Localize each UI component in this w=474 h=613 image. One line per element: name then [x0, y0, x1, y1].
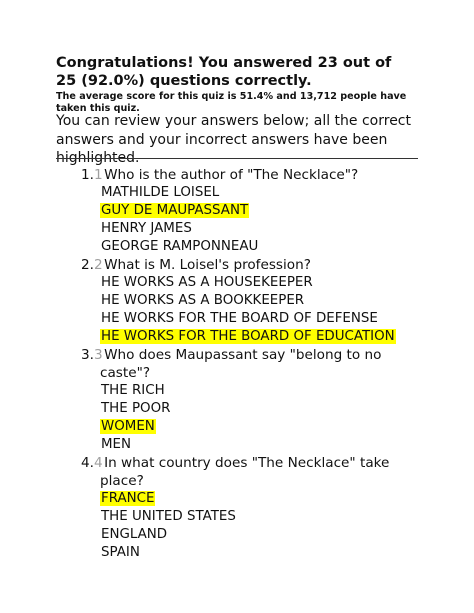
question-item	[81, 166, 421, 256]
answer-option-text: HENRY JAMES	[101, 221, 192, 236]
answer-option-text: HE WORKS FOR THE BOARD OF DEFENSE	[101, 311, 378, 326]
answer-option-text: THE RICH	[101, 383, 165, 398]
question-text	[100, 454, 421, 490]
question-number-label: 4.	[81, 455, 94, 471]
answer-option-text: HE WORKS FOR THE BOARD OF EDUCATION	[101, 329, 395, 344]
question-text-content: Who is the author of "The Necklace"?	[104, 167, 359, 183]
answer-option-text: SPAIN	[101, 545, 140, 560]
answer-option	[100, 544, 421, 562]
question-number-repeat: 2	[93, 257, 103, 273]
question-text	[100, 256, 421, 274]
answer-option-text: FRANCE	[101, 491, 155, 506]
question-text-content: Who does Maupassant say "belong to no caste"?	[100, 347, 382, 381]
question-text-content: In what country does "The Necklace" take place?	[100, 455, 390, 489]
question-number-repeat: 3	[93, 347, 103, 363]
answer-option	[100, 238, 421, 256]
answer-option-text: HE WORKS AS A BOOKKEEPER	[101, 293, 305, 308]
answer-option	[100, 292, 421, 310]
question-item	[81, 346, 421, 454]
question-text	[100, 346, 421, 382]
question-number-label: 1.	[81, 167, 94, 183]
review-instructions: You can review your answers below; all the correct answers and your incorrect answers have been highlighted.	[56, 113, 411, 166]
answer-option-text: WOMEN	[101, 419, 155, 434]
answer-option	[100, 310, 421, 328]
answer-option-text: MATHILDE LOISEL	[101, 185, 220, 200]
answer-list	[100, 490, 421, 562]
answer-option	[100, 220, 421, 238]
divider	[56, 158, 418, 159]
answer-option-text: ENGLAND	[101, 527, 168, 542]
answer-option-highlighted	[100, 418, 421, 436]
answer-option-highlighted	[100, 490, 421, 508]
question-number-label: 3.	[81, 347, 94, 363]
answer-option-text: THE POOR	[101, 401, 171, 416]
question-item	[81, 256, 421, 346]
answer-option	[100, 184, 421, 202]
question-number	[81, 166, 103, 184]
answer-option-highlighted	[100, 202, 421, 220]
answer-option-text: MEN	[101, 437, 132, 452]
answer-option	[100, 436, 421, 454]
question-number	[81, 454, 103, 472]
question-text	[100, 166, 421, 184]
question-number	[81, 256, 103, 274]
answer-option-text: GUY DE MAUPASSANT	[101, 203, 249, 218]
answer-option	[100, 508, 421, 526]
answer-option	[100, 400, 421, 418]
question-number-repeat: 1	[93, 167, 103, 183]
answer-option-text: HE WORKS AS A HOUSEKEEPER	[101, 275, 313, 290]
answer-option	[100, 274, 421, 292]
result-heading: Congratulations! You answered 23 out of 25 (92.0%) questions correctly.	[56, 55, 392, 89]
average-score-note: The average score for this quiz is 51.4% and 13,712 people have taken this quiz.	[56, 91, 407, 114]
question-list	[81, 166, 421, 562]
answer-option	[100, 382, 421, 400]
answer-option-highlighted	[100, 328, 421, 346]
answer-option-text: GEORGE RAMPONNEAU	[101, 239, 259, 254]
question-text-content: What is M. Loisel's profession?	[104, 257, 311, 273]
answer-list	[100, 184, 421, 256]
answer-list	[100, 382, 421, 454]
answer-option	[100, 526, 421, 544]
question-item	[81, 454, 421, 562]
question-number	[81, 346, 103, 364]
answer-option-text: THE UNITED STATES	[101, 509, 236, 524]
question-number-label: 2.	[81, 257, 94, 273]
question-number-repeat: 4	[93, 455, 103, 471]
answer-list	[100, 274, 421, 346]
